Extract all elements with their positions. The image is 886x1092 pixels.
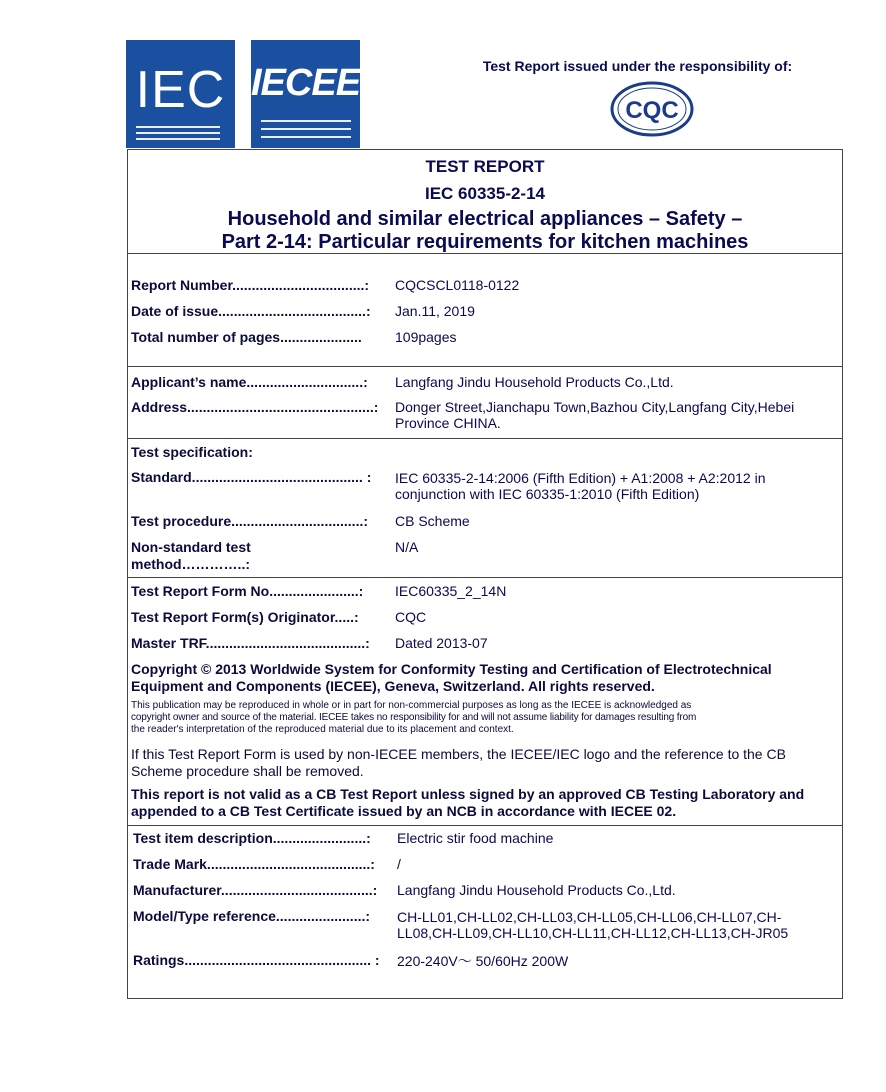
iecee-logo-text: IECEE: [251, 62, 361, 104]
test-procedure: CB Scheme: [395, 513, 470, 529]
master-trf: Dated 2013-07: [395, 635, 488, 651]
trf-originator-label: Test Report Form(s) Originator.....:: [131, 609, 359, 625]
divider: [127, 366, 843, 367]
address-label: Address................................................:: [131, 399, 379, 415]
report-number: CQCSCL0118-0122: [395, 277, 520, 293]
publication-note-line-1: This publication may be reproduced in whole or in part for non-commercial purposes as long as the IECEE is acknowledged as: [131, 700, 692, 711]
report-number-label: Report Number..................................:: [131, 277, 370, 293]
publication-note-line-2: copyright owner and source of the material. IECEE takes no responsibility for and will not assume liability for damages resulting from: [131, 712, 697, 723]
applicant-name-label: Applicant’s name..............................:: [131, 374, 368, 390]
address-line-2: Province CHINA.: [395, 415, 501, 431]
report-title: TEST REPORT: [425, 157, 545, 176]
model-reference-line-2: LL08,CH-LL09,CH-LL10,CH-LL11,CH-LL12,CH-LL13,CH-JR05: [397, 925, 789, 941]
iec-logo-stripe: [136, 138, 220, 140]
total-pages-label: Total number of pages.....................: [131, 329, 362, 345]
iecee-logo-stripe: [261, 120, 351, 122]
manufacturer-label: Manufacturer.......................................:: [133, 882, 378, 898]
cqc-logo-text: CQC: [625, 97, 679, 124]
standard-title: Household and similar electrical appliances – Safety –: [227, 208, 743, 230]
trf-originator: CQC: [395, 609, 427, 625]
iec-logo-text: IEC: [135, 61, 226, 119]
non-standard-method-label-2: method…………..:: [131, 556, 250, 572]
test-item-description: Electric stir food machine: [397, 830, 554, 846]
ratings-label: Ratings................................................ :: [133, 952, 380, 968]
copyright-line-2: Equipment and Components (IECEE), Geneva, Switzerland. All rights reserved.: [131, 678, 655, 694]
iec-logo-stripe: [136, 126, 220, 128]
non-standard-method-label-1: Non-standard test: [131, 539, 251, 555]
trade-mark: /: [397, 856, 401, 872]
iecee-logo-stripe: [261, 128, 351, 130]
address-line-1: Donger Street,Jianchapu Town,Bazhou City,Langfang City,Hebei: [395, 399, 795, 415]
test-item-description-label: Test item description........................:: [133, 830, 371, 846]
divider: [127, 577, 843, 578]
non-iecee-notice-line-1: If this Test Report Form is used by non-IECEE members, the IECEE/IEC logo and the reference to the CB: [131, 746, 786, 762]
non-standard-method: N/A: [395, 539, 419, 555]
standard-subtitle: Part 2-14: Particular requirements for kitchen machines: [221, 231, 749, 253]
master-trf-label: Master TRF.........................................:: [131, 635, 370, 651]
date-of-issue: Jan.11, 2019: [395, 303, 475, 319]
test-procedure-label: Test procedure..................................:: [131, 513, 369, 529]
ratings: 220-240V～ 50/60Hz 200W: [397, 953, 569, 969]
publication-note-line-3: the reader's interpretation of the reproduced material due to its placement and context.: [131, 724, 514, 735]
responsibility-text: Test Report issued under the responsibility of:: [482, 58, 793, 74]
standard-line-2: conjunction with IEC 60335-1:2010 (Fifth Edition): [395, 486, 700, 502]
model-reference-label: Model/Type reference.......................:: [133, 908, 371, 924]
iecee-logo-stripe: [261, 136, 351, 138]
iec-logo: [126, 40, 235, 148]
applicant-name: Langfang Jindu Household Products Co.,Ltd.: [395, 374, 674, 390]
non-iecee-notice-line-2: Scheme procedure shall be removed.: [131, 763, 364, 779]
standard-number: IEC 60335-2-14: [424, 184, 546, 203]
model-reference-line-1: CH-LL01,CH-LL02,CH-LL03,CH-LL05,CH-LL06,CH-LL07,CH-: [397, 909, 782, 925]
trade-mark-label: Trade Mark..........................................:: [133, 856, 375, 872]
test-specification-heading: Test specification:: [131, 444, 253, 460]
cqc-logo-icon: [609, 80, 695, 138]
copyright-line-1: Copyright © 2013 Worldwide System for Conformity Testing and Certification of Electrotechnical: [131, 661, 772, 677]
standard-line-1: IEC 60335-2-14:2006 (Fifth Edition) + A1:2008 + A2:2012 in: [395, 470, 766, 486]
divider: [127, 825, 843, 826]
divider: [127, 438, 843, 439]
validity-notice-line-2: appended to a CB Test Certificate issued by an NCB in accordance with IECEE 02.: [131, 803, 677, 819]
manufacturer: Langfang Jindu Household Products Co.,Ltd.: [397, 882, 676, 898]
trf-number: IEC60335_2_14N: [395, 583, 507, 599]
date-of-issue-label: Date of issue......................................:: [131, 303, 371, 319]
total-pages: 109pages: [395, 329, 457, 345]
iec-logo-stripe: [136, 132, 220, 134]
standard-label: Standard............................................ :: [131, 469, 372, 485]
iecee-logo: [251, 40, 360, 148]
trf-number-label: Test Report Form No.......................:: [131, 583, 364, 599]
validity-notice-line-1: This report is not valid as a CB Test Report unless signed by an approved CB Testing Laboratory and: [131, 786, 805, 802]
